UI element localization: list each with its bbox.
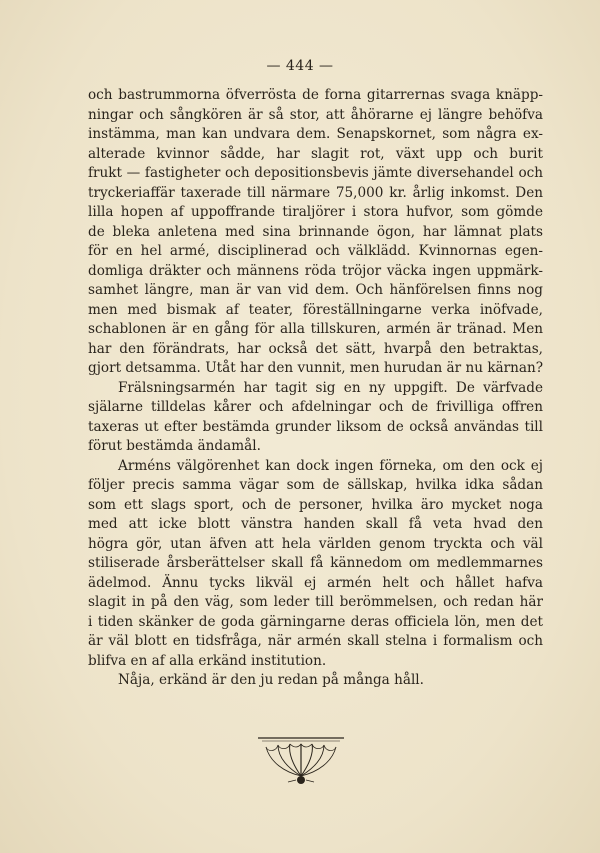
text-line: schablonen är en gång för alla tillskuren, armén är tränad. Men [88, 321, 543, 337]
text-line: och bastrummorna öfverrösta de forna gitarrernas svaga knäpp- [88, 87, 543, 103]
text-line: Frälsningsarmén har tagit sig en ny uppgift. De värfvade [118, 379, 543, 396]
text-line: är väl blott en tidsfråga, när armén skall stelna i formalism och [88, 633, 543, 649]
text-line: slagit in på den väg, som leder till berömmelsen, och redan här [88, 594, 543, 610]
text-line: för en hel armé, disciplinerad och välklädd. Kvinnornas egen- [88, 243, 543, 259]
body-text [88, 86, 543, 691]
text-line: i tiden skänker de goda gärningarne deras officiela lön, men det [88, 613, 543, 630]
text-line: Nåja, erkänd är den ju redan på många håll. [118, 672, 424, 688]
text-line: instämma, man kan undvara dem. Senapskornet, som några ex- [88, 126, 543, 142]
text-line: högra gör, utan äfven att hela världen genom tryckta och väl [88, 535, 543, 552]
text-line: gjort detsamma. Utåt har den vunnit, men hurudan är nu kärnan? [88, 360, 544, 376]
text-line: men med bismak af teater, föreställningarne verka inöfvade, [88, 301, 543, 318]
text-line: med att icke blott vänstra handen skall få veta hvad den [88, 516, 543, 532]
text-line: de bleka anletena med sina brinnande ögon, har lämnat plats [88, 223, 543, 240]
text-line: samhet längre, man är van vid dem. Och hänförelsen finns nog [88, 282, 543, 298]
text-line: som ett slags sport, och de personer, hvilka äro mycket noga [88, 496, 543, 513]
text-line: följer precis samma vägar som de sällskap, hvilka idka sådan [88, 477, 543, 493]
text-line: domliga dräkter och männens röda tröjor väcka ingen uppmärk- [88, 262, 543, 279]
text-line: taxeras ut efter bestämda grunder liksom de också användas till [88, 418, 543, 435]
text-line: stiliserade årsberättelser skall få kännedom om medlemmarnes [88, 555, 543, 571]
text-line: förut bestämda ändamål. [88, 438, 261, 454]
page-number: — 444 — [266, 58, 334, 74]
text-line: själarne tilldelas kårer och afdelningar och de frivilliga offren [88, 399, 543, 415]
decorative-ornament [258, 736, 344, 788]
text-line: ningar och sångkören är så stor, att åhörarne ej längre behöfva [88, 106, 543, 123]
text-line: lilla hopen af uppoffrande tiraljörer i stora hufvor, som gömde [88, 204, 543, 220]
text-line: tryckeriaffär taxerade till närmare 75,000 kr. årlig inkomst. Den [88, 184, 543, 201]
text-line: frukt — fastigheter och depositionsbevis jämte diversehandel och [88, 165, 543, 181]
text-line: alterade kvinnor sådde, har slagit rot, växt upp och burit [88, 145, 543, 162]
text-line: ädelmod. Ännu tycks likväl ej armén helt och hållet hafva [88, 574, 543, 591]
text-line: har den förändrats, har också det sätt, hvarpå den betraktas, [88, 340, 543, 357]
text-line: blifva en af alla erkänd institution. [88, 652, 327, 669]
text-line: Arméns välgörenhet kan dock ingen förneka, om den ock ej [118, 457, 543, 474]
